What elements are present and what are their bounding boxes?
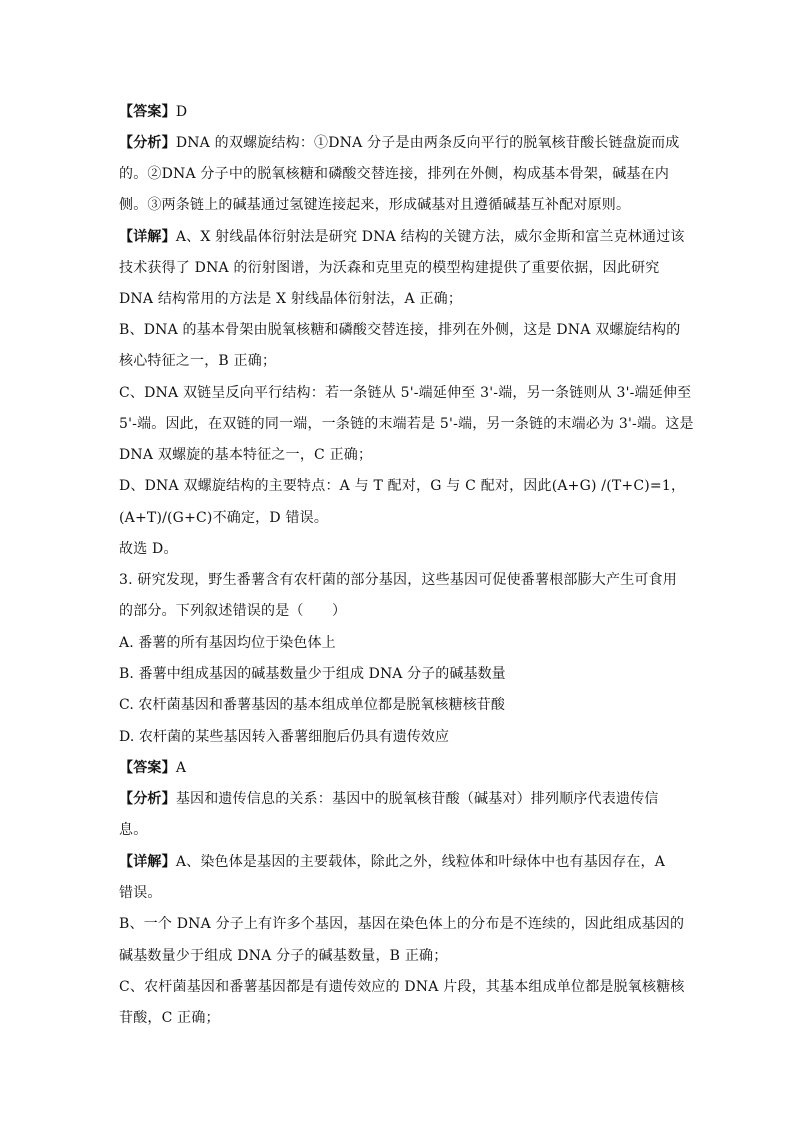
q3-detail-line-3: B、一个 DNA 分子上有许多个基因，基因在染色体上的分布是不连续的，因此组成基因的 [119,916,685,932]
q3-option-c: C. 农杆菌基因和番薯基因的基本组成单位都是脱氧核糖核苷酸 [119,697,506,713]
answer-value: A [175,760,187,776]
q3-detail-line-4: 碱基数量少于组成 DNA 分子的碱基数量，B 正确； [119,948,448,964]
answer-tag: 【答案】 [119,760,176,776]
q3-option-d: D. 农杆菌的某些基因转入番薯细胞后仍具有遗传效应 [119,729,450,745]
q2-detail-line-10: (A+T)/(G+C)不确定，D 错误。 [119,510,329,526]
q2-detail-line-6: C、DNA 双链呈反向平行结构：若一条链从 5'-端延伸至 3'-端，另一条链则从 3'-端延伸至 [119,385,692,401]
q2-detail-line-5: 核心特征之一，B 正确； [119,353,277,369]
detail-tag: 【详解】 [119,854,176,870]
q2-analysis-line-3: 侧。③两条链上的碱基通过氢键连接起来，形成碱基对且遵循碱基互补配对原则。 [119,197,631,213]
q3-stem-line-2: 的部分。下列叙述错误的是（ ） [119,603,347,619]
q2-detail-line-1 [119,227,685,247]
detail-text: A、染色体是基因的主要载体，除此之外，线粒体和叶绿体中也有基因存在，A [175,854,666,870]
answer-value: D [175,104,188,120]
q3-detail-line-1 [119,852,679,872]
q2-detail-line-2: 技术获得了 DNA 的衍射图谱，为沃森和克里克的模型构建提供了重要依据，因此研究 [119,260,660,276]
q2-analysis-line-2: 的。②DNA 分子中的脱氧核糖和磷酸交替连接，排列在外侧，构成基本骨架，碱基在内 [119,166,670,182]
q3-option-b: B. 番薯中组成基因的碱基数量少于组成 DNA 分子的碱基数量 [119,666,506,682]
q2-detail-line-3: DNA 结构常用的方法是 X 射线晶体衍射法，A 正确； [119,291,463,307]
analysis-text: 基因和遗传信息的关系：基因中的脱氧核苷酸（碱基对）排列顺序代表遗传信 [175,791,659,807]
answer-tag: 【答案】 [119,104,176,120]
q2-detail-line-7: 5'-端。因此，在双链的同一端，一条链的末端若是 5'-端，另一条链的末端必为 3'-端。这是 [119,416,694,432]
q2-detail-line-8: DNA 双螺旋的基本特征之一，C 正确； [119,447,373,463]
q3-detail-line-6: 苷酸，C 正确； [119,1010,220,1026]
q2-detail-line-4: B、DNA 的基本骨架由脱氧核糖和磷酸交替连接，排列在外侧，这是 DNA 双螺旋结构的 [119,322,681,338]
q2-conclusion-line: 故选 D。 [119,541,178,557]
analysis-tag: 【分析】 [119,791,176,807]
q3-option-a: A. 番薯的所有基因均位于染色体上 [119,635,336,651]
q3-stem-line-1: 3. 研究发现，野生番薯含有农杆菌的部分基因，这些基因可促使番薯根部膨大产生可食用 [119,572,678,588]
q2-detail-line-9: D、DNA 双螺旋结构的主要特点：A 与 T 配对，G 与 C 配对，因此(A+G) /(T+C)=1， [119,478,686,494]
q3-detail-line-5: C、农杆菌基因和番薯基因都是有遗传效应的 DNA 片段，其基本组成单位都是脱氧核糖核 [119,979,685,995]
q3-detail-line-2: 错误。 [119,885,162,901]
detail-tag: 【详解】 [119,229,176,245]
q2-analysis-line-1 [119,133,679,153]
q3-analysis-line-2: 息。 [119,822,148,838]
detail-text: A、X 射线晶体衍射法是研究 DNA 结构的关键方法，威尔金斯和富兰克林通过该 [175,229,685,245]
q3-answer-line [119,758,679,778]
analysis-text: DNA 的双螺旋结构：①DNA 分子是由两条反向平行的脱氧核苷酸长链盘旋而成 [175,135,680,151]
analysis-tag: 【分析】 [119,135,176,151]
q3-analysis-line-1 [119,789,679,809]
q2-answer-line [119,102,679,122]
